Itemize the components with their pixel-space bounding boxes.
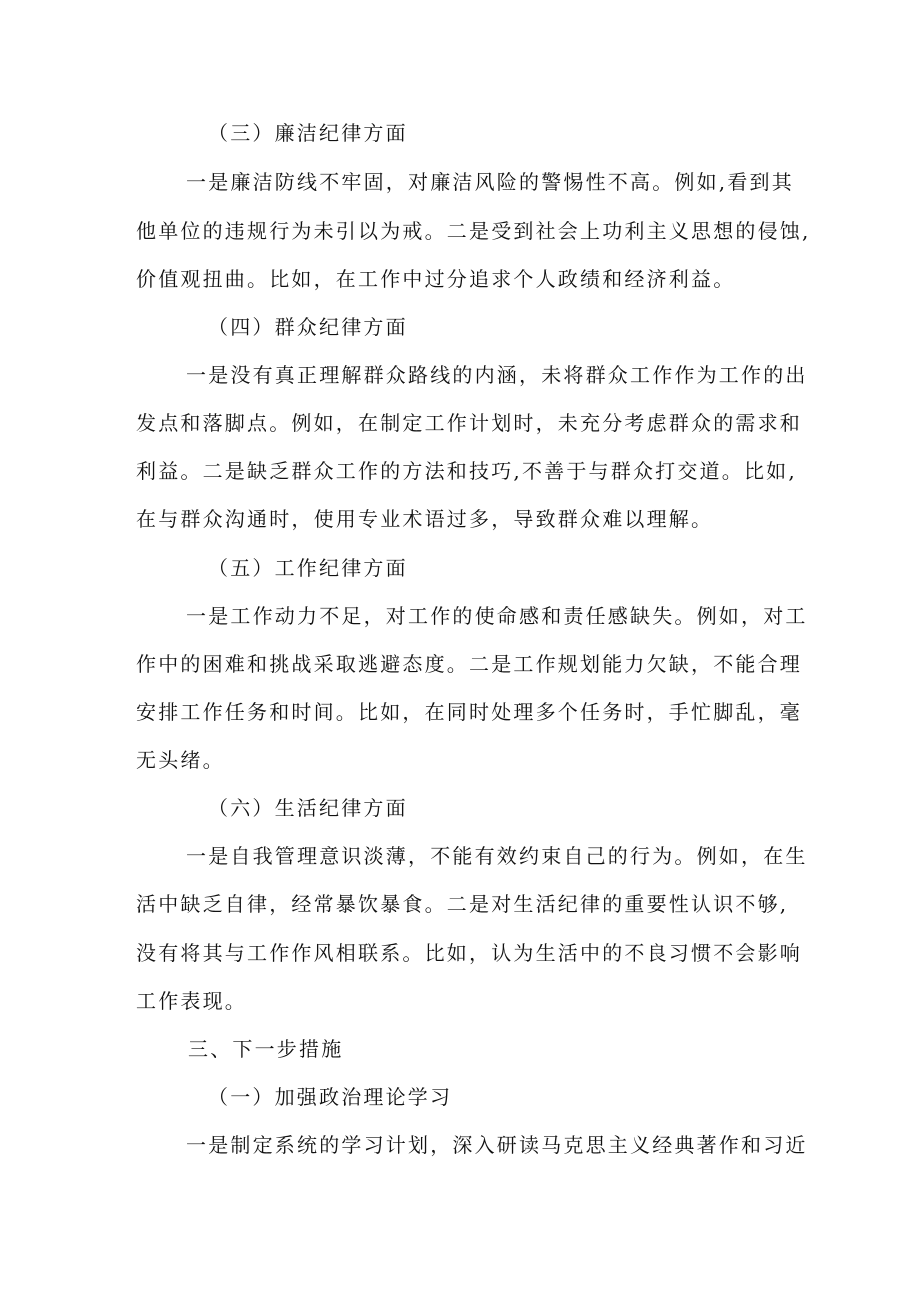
paragraph-line: 价值观扭曲。比如，在工作中过分追求个人政绩和经济利益。: [136, 267, 736, 291]
paragraph-line: 活中缺乏自律，经常暴饮暴食。二是对生活纪律的重要性认识不够,: [136, 892, 789, 916]
section-heading-next-steps: 三、下一步措施: [188, 1037, 344, 1061]
paragraph-line: 作中的困难和挑战采取逃避态度。二是工作规划能力欠缺，不能合理: [136, 652, 802, 676]
paragraph-line: 一是工作动力不足，对工作的使命感和责任感缺失。例如，对工: [186, 604, 808, 628]
paragraph-line: 他单位的违规行为未引以为戒。二是受到社会上功利主义思想的侵蚀,: [136, 219, 811, 243]
paragraph-line: 在与群众沟通时，使用专业术语过多，导致群众难以理解。: [136, 507, 714, 531]
paragraph-line: 没有将其与工作作风相联系。比如，认为生活中的不良习惯不会影响: [136, 941, 802, 965]
paragraph-line: 一是廉洁防线不牢固，对廉洁风险的警惕性不高。例如,看到其: [186, 170, 794, 194]
paragraph-line: 一是制定系统的学习计划，深入研读马克思主义经典著作和习近: [186, 1133, 808, 1157]
paragraph-line: 一是自我管理意识淡薄，不能有效约束自己的行为。例如，在生: [186, 844, 808, 868]
paragraph-line: 利益。二是缺乏群众工作的方法和技巧,不善于与群众打交道。比如,: [136, 459, 797, 483]
heading-gongzuo: （五）工作纪律方面: [208, 556, 408, 580]
paragraph-line: 一是没有真正理解群众路线的内涵，未将群众工作作为工作的出: [186, 363, 808, 387]
heading-shenghuo: （六）生活纪律方面: [208, 796, 408, 820]
paragraph-line: 工作表现。: [136, 989, 247, 1013]
paragraph-line: 发点和落脚点。例如，在制定工作计划时，未充分考虑群众的需求和: [136, 411, 802, 435]
heading-lianjie: （三）廉洁纪律方面: [208, 121, 408, 145]
heading-qunzhong: （四）群众纪律方面: [208, 315, 408, 339]
subheading-political-theory: （一）加强政治理论学习: [208, 1085, 453, 1109]
paragraph-line: 无头绪。: [136, 748, 225, 772]
paragraph-line: 安排工作任务和时间。比如，在同时处理多个任务时，手忙脚乱，毫: [136, 700, 802, 724]
